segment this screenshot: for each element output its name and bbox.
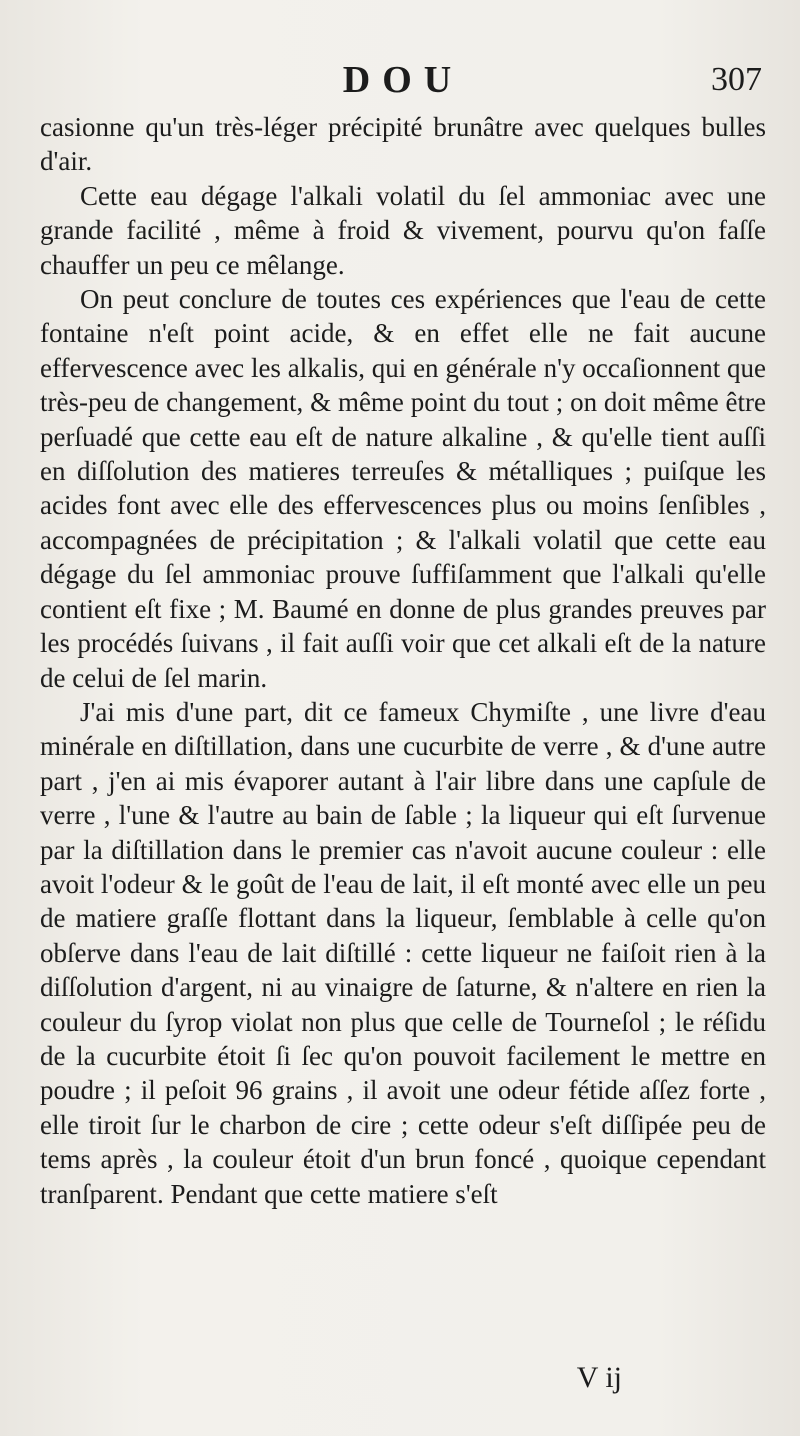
running-head	[40, 58, 766, 110]
paragraph-1: casionne qu'un très-léger précipité brunâtre avec quelques bulles d'air.	[40, 112, 766, 177]
paragraph-4: J'ai mis d'une part, dit ce fameux Chymiſte , une livre d'eau minérale en diſtillation, dans une cucurbite de verre , & d'une autre part , j'en ai mis évaporer autant à l'air libre dans une capſule de verre , l'une & l'autre au bain de ſable ; la liqueur qui eſt ſurvenue par la diſtillation dans le premier cas n'avoit aucune couleur : elle avoit l'odeur & le goût de l'eau de lait, il eſt monté avec elle un peu de matiere graſſe flottant dans la liqueur, ſemblable à celle qu'on obſerve dans l'eau de lait diſtillé : cette liqueur ne faiſoit rien à la diſſolution d'argent, ni au vinaigre de ſaturne, & n'altere en rien la couleur du ſyrop violat non plus que celle de Tourneſol ; le réſidu de la cucurbite étoit ſi ſec qu'on pouvoit facilement le mettre en poudre ; il peſoit 96 grains , il avoit une odeur fétide aſſez forte , elle tiroit ſur le charbon de cire ; cette odeur s'eſt diſſipée peu de tems après , la couleur étoit d'un brun foncé , quoique cependant tranſparent. Pendant que cette matiere s'eſt	[40, 696, 766, 1209]
headword: DOU	[342, 59, 464, 101]
body-text	[40, 110, 766, 1211]
paragraph-2: Cette eau dégage l'alkali volatil du ſel ammoniac avec une grande facilité , même à froid & vivement, pourvu qu'on faſſe chauffer un peu ce mêlange.	[40, 180, 766, 280]
page-number: 307	[711, 61, 762, 98]
paragraph-3: On peut conclure de toutes ces expériences que l'eau de cette fontaine n'eſt point acide, & en effet elle ne fait aucune effervescence avec les alkalis, qui en générale n'y occaſionnent que très-peu de changement, & même point du tout ; on doit même être perſuadé que cette eau eſt de nature alkaline , & qu'elle tient auſſi en diſſolution des matieres terreuſes & métalliques ; puiſque les acides font avec elle des effervescences plus ou moins ſenſibles , accompagnées de précipitation ; & l'alkali volatil que cette eau dégage du ſel ammoniac prouve ſuffiſamment que l'alkali qu'elle contient eſt fixe ; M. Baumé en donne de plus grandes preuves par les procédés ſuivans , il fait auſſi voir que cet alkali eſt de la nature de celui de ſel marin.	[40, 284, 766, 693]
signature-mark: V ij	[576, 1361, 622, 1394]
